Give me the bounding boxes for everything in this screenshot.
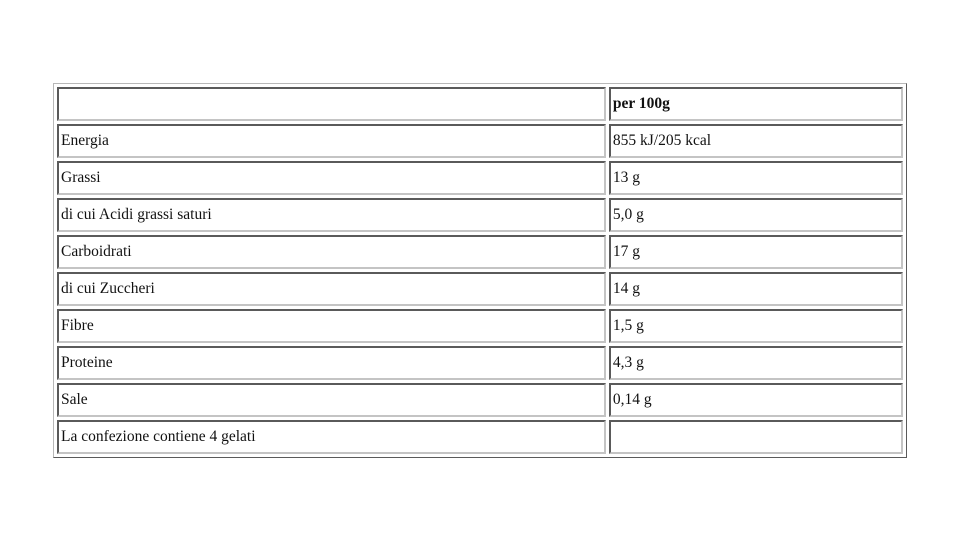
nutrient-label: Fibre [57,309,606,343]
nutrient-value: 855 kJ/205 kcal [609,124,903,158]
nutrient-label: Proteine [57,346,606,380]
package-note: La confezione contiene 4 gelati [57,420,606,454]
nutrient-label: Sale [57,383,606,417]
table-row [57,235,903,269]
nutrient-label: di cui Acidi grassi saturi [57,198,606,232]
table-row [57,420,903,454]
table-row [57,309,903,343]
nutrient-value: 14 g [609,272,903,306]
nutrient-value: 4,3 g [609,346,903,380]
nutrient-value: 17 g [609,235,903,269]
table-header-row [57,87,903,121]
table-row [57,272,903,306]
nutrient-label: di cui Zuccheri [57,272,606,306]
nutrient-label: Energia [57,124,606,158]
package-note-value [609,420,903,454]
header-value-cell: per 100g [609,87,903,121]
table-row [57,383,903,417]
nutrient-value: 1,5 g [609,309,903,343]
nutrient-label: Carboidrati [57,235,606,269]
nutrient-value: 0,14 g [609,383,903,417]
nutrient-label: Grassi [57,161,606,195]
table-row [57,124,903,158]
nutrient-value: 13 g [609,161,903,195]
table-row [57,161,903,195]
nutrient-value: 5,0 g [609,198,903,232]
table-row [57,198,903,232]
header-label-cell [57,87,606,121]
table-row [57,346,903,380]
nutrition-table [53,83,907,458]
